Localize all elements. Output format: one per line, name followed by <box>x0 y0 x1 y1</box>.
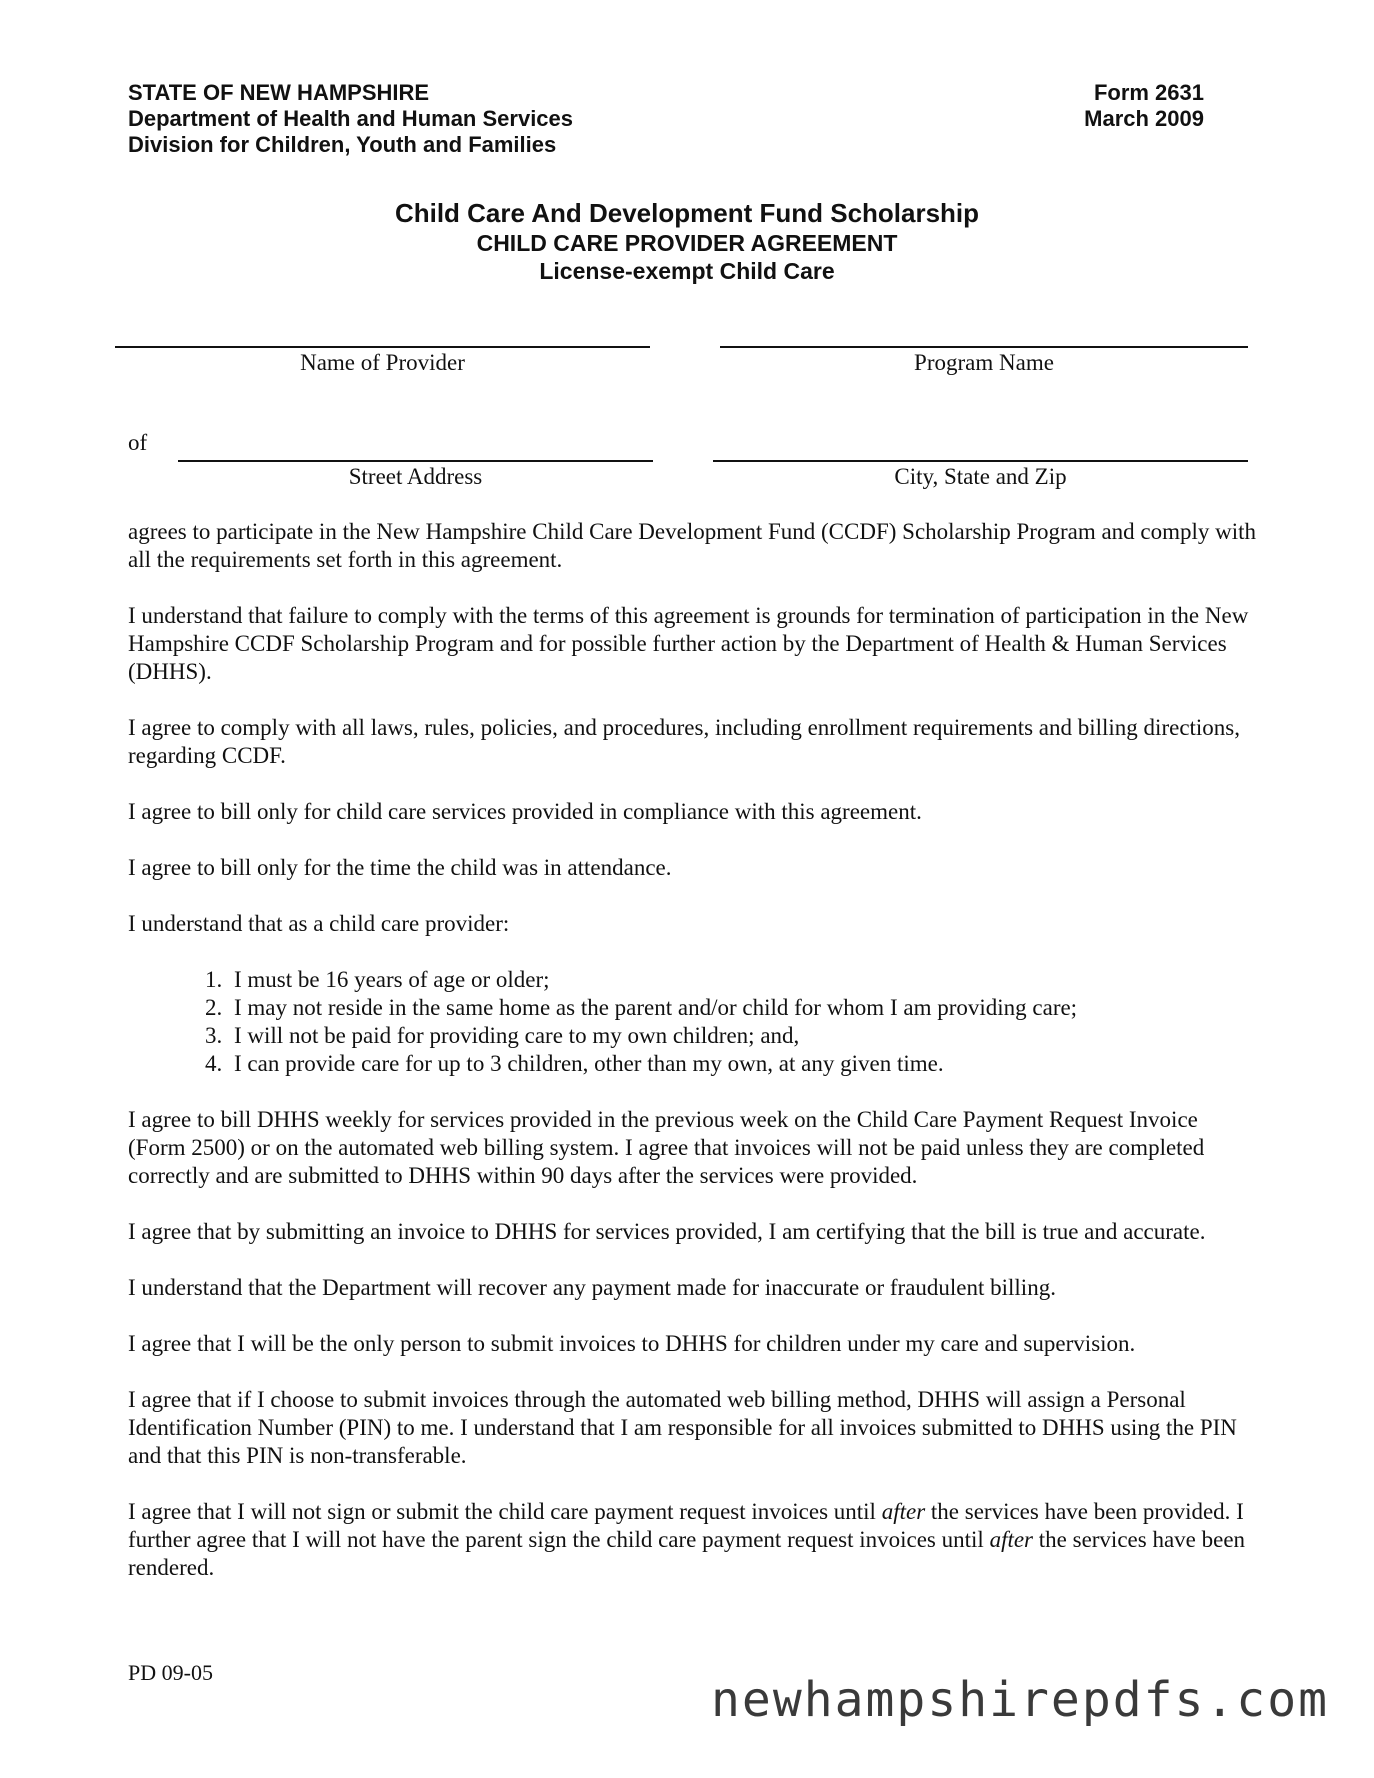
street-address-line[interactable] <box>178 460 653 462</box>
emphasis-after: after <box>881 1499 926 1524</box>
document-subtitle: CHILD CARE PROVIDER AGREEMENT <box>476 230 898 256</box>
site-watermark: newhampshirepdfs.com <box>711 1672 1329 1728</box>
sign-text-c: the services have been provided. I further agree that I will not have the parent sign the child care payment request invoices until <box>128 1499 1244 1552</box>
paragraph-participation: agrees to participate in the New Hampshire Child Care Development Fund (CCDF) Scholarship Program and comply with all the requirements set forth in this agreement. <box>128 519 1257 572</box>
provider-name-label: Name of Provider <box>300 350 465 375</box>
city-state-zip-label: City, State and Zip <box>894 464 1067 489</box>
department-name: Department of Health and Human Services <box>128 106 574 131</box>
city-state-zip-line[interactable] <box>713 460 1248 462</box>
paragraph-sign-after-services <box>128 1498 1258 1582</box>
paragraph-only-submitter: I agree that I will be the only person to submit invoices to DHHS for children under my care and supervision. <box>128 1331 1136 1356</box>
state-name: STATE OF NEW HAMPSHIRE <box>128 80 430 105</box>
program-name-label: Program Name <box>914 350 1054 375</box>
list-item: 2. I may not reside in the same home as the parent and/or child for whom I am providing care; <box>228 994 1258 1022</box>
paragraph-bill-compliance: I agree to bill only for child care services provided in compliance with this agreement. <box>128 799 922 824</box>
paragraph-provider-conditions: I understand that as a child care provider: <box>128 911 510 936</box>
agreement-body <box>128 518 1258 1582</box>
paragraph-certify-invoice: I agree that by submitting an invoice to DHHS for services provided, I am certifying that the bill is true and accurate. <box>128 1219 1206 1244</box>
of-label: of <box>128 430 148 455</box>
emphasis-after: after <box>989 1527 1034 1552</box>
paragraph-comply-laws: I agree to comply with all laws, rules, policies, and procedures, including enrollment requirements and billing directions, regarding CCDF. <box>128 715 1241 768</box>
list-item: 4. I can provide care for up to 3 children, other than my own, at any given time. <box>228 1050 1258 1078</box>
paragraph-weekly-billing: I agree to bill DHHS weekly for services provided in the previous week on the Child Care Payment Request Invoice (Form 2500) or on the automated web billing system. I agree that invoices will not be paid unless they are completed correctly and are submitted to DHHS within 90 days after the services were provided. <box>128 1107 1205 1188</box>
document-title: Child Care And Development Fund Scholarship <box>394 198 980 228</box>
street-address-label: Street Address <box>348 464 483 489</box>
division-name: Division for Children, Youth and Families <box>128 132 557 157</box>
sign-text-e: the services have been rendered. <box>128 1527 1246 1580</box>
program-name-line[interactable] <box>720 346 1248 348</box>
sign-text-a: I agree that I will not sign or submit the child care payment request invoices until <box>128 1499 882 1524</box>
list-item: 3. I will not be paid for providing care to my own children; and, <box>228 1022 1258 1050</box>
form-number: Form 2631 <box>1093 80 1204 105</box>
list-item: 1. I must be 16 years of age or older; <box>228 966 1258 994</box>
form-id-header <box>1084 80 1204 132</box>
paragraph-recover-payment: I understand that the Department will recover any payment made for inaccurate or fraudulent billing. <box>128 1275 1056 1300</box>
paragraph-pin: I agree that if I choose to submit invoices through the automated web billing method, DHHS will assign a Personal Identification Number (PIN) to me. I understand that I am responsible for all invoices submitted to DHHS using the PIN and that this PIN is non-transferable. <box>128 1387 1237 1468</box>
form-date: March 2009 <box>1084 106 1204 131</box>
provider-conditions-list <box>128 966 1258 1078</box>
agency-header <box>128 80 573 158</box>
document-subtitle-2: License-exempt Child Care <box>539 258 835 284</box>
paragraph-bill-attendance: I agree to bill only for the time the child was in attendance. <box>128 855 672 880</box>
paragraph-termination: I understand that failure to comply with the terms of this agreement is grounds for termination of participation in the New Hampshire CCDF Scholarship Program and for possible further action by the Department of Health & Human Services (DHHS). <box>128 603 1249 684</box>
provider-name-line[interactable] <box>115 346 650 348</box>
footer-code: PD 09-05 <box>128 1660 213 1685</box>
